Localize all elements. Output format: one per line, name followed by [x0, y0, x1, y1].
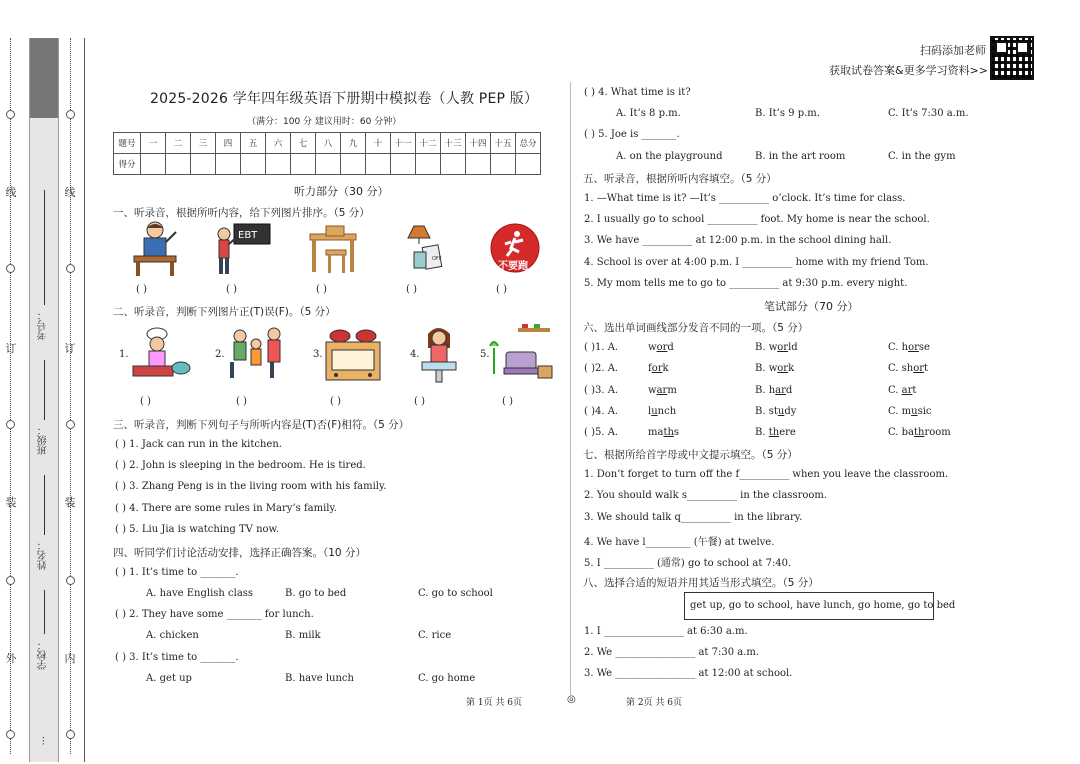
sec6-option-a[interactable]: lunch — [648, 406, 677, 417]
sec1-answer-bracket[interactable]: ( ) — [496, 284, 507, 295]
sec6-question-label: ( )4. A. — [584, 406, 619, 417]
class-field-line — [44, 360, 45, 420]
scan-qr-text: 扫码添加老师 — [920, 44, 986, 57]
sec3-item: ( ) 2. John is sleeping in the bedroom. He is tired. — [115, 460, 366, 471]
sec4-option[interactable]: C. in the gym — [888, 151, 956, 162]
sec4-option[interactable]: B. It’s 9 p.m. — [755, 108, 820, 119]
sec8-item: 2. We ________________ at 7:30 a.m. — [584, 647, 760, 658]
binding-dots: ... — [36, 736, 47, 746]
sec5-item: 3. We have __________ at 12:00 p.m. in the school dining hall. — [584, 235, 892, 246]
sec8-item: 1. I ________________ at 6:30 a.m. — [584, 626, 748, 637]
svg-text:EBT: EBT — [238, 230, 258, 241]
sec4-option[interactable]: B. in the art room — [755, 151, 846, 162]
name-field-label: 姓名： — [38, 540, 49, 570]
score-table-score-row: 得分 — [114, 154, 541, 175]
sec5-item: 2. I usually go to school __________ foot. My home is near the school. — [584, 214, 930, 225]
binding-circle — [6, 576, 15, 585]
binding-circle — [66, 420, 75, 429]
binding-mark-ding: 订 — [64, 342, 76, 355]
sec6-option-b[interactable]: B. work — [755, 363, 795, 374]
sec1-answer-bracket[interactable]: ( ) — [316, 284, 327, 295]
listening-section-title: 听力部分（30 分） — [294, 185, 389, 198]
footer-mark: ◎ — [567, 694, 576, 705]
sec4-question: ( ) 3. It’s time to _______. — [115, 652, 239, 663]
living-room-picture — [488, 324, 554, 384]
binding-circle — [66, 576, 75, 585]
girl-cooking-picture — [131, 326, 193, 382]
phrase-box-text: get up, go to school, have lunch, go home, go to bed — [690, 600, 956, 611]
sec4-option[interactable]: C. go to school — [418, 588, 493, 599]
sec4-question: ( ) 5. Joe is _______. — [584, 129, 680, 140]
sec7-item: 5. I __________ (通常) go to school at 7:40. — [584, 558, 792, 569]
exam-number-field-label: 考号： — [38, 310, 49, 340]
phrase-box — [684, 592, 956, 620]
sec4-option[interactable]: B. milk — [285, 630, 321, 641]
sec4-question: ( ) 4. What time is it? — [584, 87, 691, 98]
svg-text:OFF: OFF — [432, 256, 442, 262]
page-number-right: 第 2页 共 6页 — [626, 698, 683, 708]
light-switch-picture — [404, 224, 450, 278]
column-divider — [570, 82, 571, 700]
desk-and-chair-picture — [306, 224, 360, 278]
school-field-label: 学校： — [38, 640, 49, 670]
sec6-option-c[interactable]: C. bathroom — [888, 427, 951, 438]
binding-dotted-line-outer — [10, 38, 11, 754]
section-1-title: 一、听录音，根据所听内容，给下列图片排序。（5 分） — [113, 207, 370, 219]
sec5-item: 4. School is over at 4:00 p.m. I __________ home with my friend Tom. — [584, 257, 929, 268]
section-4-title: 四、听同学们讨论活动安排，选择正确答案。（10 分） — [113, 547, 366, 559]
sec6-option-a[interactable]: word — [648, 342, 674, 353]
binding-circle — [6, 110, 15, 119]
sec7-item: 2. You should walk s__________ in the classroom. — [584, 490, 828, 501]
page-title: 2025-2026 学年四年级英语下册期中模拟卷（人教 PEP 版） — [150, 91, 539, 107]
girl-washing-hands-picture — [420, 324, 460, 384]
sec4-option[interactable]: C. go home — [418, 673, 476, 684]
sec2-number: 2. — [215, 349, 225, 360]
sec4-option[interactable]: A. It’s 8 p.m. — [616, 108, 681, 119]
sec8-item: 3. We ________________ at 12:00 at school. — [584, 668, 793, 679]
qr-code-icon[interactable] — [990, 36, 1034, 80]
sec6-option-b[interactable]: B. study — [755, 406, 797, 417]
sec2-number: 4. — [410, 349, 420, 360]
sec5-item: 5. My mom tells me to go to __________ at 9:30 p.m. every night. — [584, 278, 908, 289]
binding-mark-xian: 线 — [5, 186, 17, 199]
sec2-number: 1. — [119, 349, 129, 360]
score-table-header-row: 题号 一 二 三 四 五 六 七 八 九 十 十一 十二 十三 十四 十五 总分 — [114, 133, 541, 154]
score-table — [113, 132, 541, 175]
sec6-option-b[interactable]: B. there — [755, 427, 796, 438]
binding-circle — [66, 730, 75, 739]
sec4-option[interactable]: B. go to bed — [285, 588, 347, 599]
sec2-number: 3. — [313, 349, 323, 360]
sec2-number: 5. — [480, 349, 490, 360]
sec4-option[interactable]: C. It’s 7:30 a.m. — [888, 108, 969, 119]
sec4-option[interactable]: C. rice — [418, 630, 452, 641]
binding-mark-zhuang: 装 — [5, 496, 17, 509]
sec2-answer-bracket[interactable]: ( ) — [414, 396, 425, 407]
sec7-item: 4. We have l_________ (午餐) at twelve. — [584, 537, 775, 548]
name-field-line — [44, 475, 45, 535]
family-playing-picture — [226, 326, 288, 382]
sec7-item: 1. Don’t forget to turn off the f__________ when you leave the classroom. — [584, 469, 949, 480]
sec4-option[interactable]: A. on the playground — [616, 151, 723, 162]
sec4-option[interactable]: A. have English class — [146, 588, 254, 599]
school-field-line — [44, 590, 45, 634]
sec6-question-label: ( )1. A. — [584, 342, 619, 353]
sec2-answer-bracket[interactable]: ( ) — [502, 396, 513, 407]
sec4-question: ( ) 1. It’s time to _______. — [115, 567, 239, 578]
sec6-option-b[interactable]: B. world — [755, 342, 798, 353]
boy-writing-on-board-picture — [210, 220, 272, 278]
sec6-option-a[interactable]: fork — [648, 363, 669, 374]
sec7-item: 3. We should talk q__________ in the library. — [584, 512, 803, 523]
section-8-title: 八、选择合适的短语并用其适当形式填空。（5 分） — [583, 577, 819, 589]
sec4-option[interactable]: A. get up — [146, 673, 192, 684]
sec1-answer-bracket[interactable]: ( ) — [226, 284, 237, 295]
sec4-option[interactable]: A. chicken — [146, 630, 199, 641]
class-field-label: 班级： — [38, 425, 49, 455]
binding-mark-nei: 内 — [64, 652, 76, 665]
section-5-title: 五、听录音，根据所听内容填空。（5 分） — [583, 173, 777, 185]
binding-circle — [6, 264, 15, 273]
section-6-title: 六、选出单词画线部分发音不同的一项。（5 分） — [583, 322, 809, 334]
section-2-title: 二、听录音，判断下列图片正(T)误(F)。（5 分） — [113, 306, 336, 318]
binding-circle — [66, 264, 75, 273]
section-7-title: 七、根据所给首字母或中文提示填空。（5 分） — [583, 449, 798, 461]
sec6-question-label: ( )3. A. — [584, 385, 619, 396]
sec4-option[interactable]: B. have lunch — [285, 673, 354, 684]
sec3-item: ( ) 5. Liu Jia is watching TV now. — [115, 524, 280, 535]
sec6-option-c[interactable]: C. horse — [888, 342, 930, 353]
binding-mark-ding: 订 — [5, 342, 17, 355]
sec1-answer-bracket[interactable]: ( ) — [136, 284, 147, 295]
sec3-item: ( ) 1. Jack can run in the kitchen. — [115, 439, 282, 450]
no-running-sign-text: 不要跑 — [498, 261, 528, 272]
exam-number-field-line — [44, 190, 45, 305]
sec6-question-label: ( )5. A. — [584, 427, 619, 438]
binding-border — [84, 38, 85, 762]
exam-subtitle: （满分：100 分 建议用时：60 分钟） — [247, 117, 402, 127]
sec2-answer-bracket[interactable]: ( ) — [330, 396, 341, 407]
binding-mark-xian: 线 — [64, 186, 76, 199]
sec6-option-c[interactable]: C. music — [888, 406, 932, 417]
sec4-question: ( ) 2. They have some _______ for lunch. — [115, 609, 314, 620]
section-3-title: 三、听录音，判断下列句子与所听内容是(T)否(F)相符。（5 分） — [113, 419, 410, 431]
teacher-at-desk-picture — [130, 220, 180, 278]
page-number-left: 第 1页 共 6页 — [466, 698, 523, 708]
sec6-option-c[interactable]: C. short — [888, 363, 929, 374]
binding-mark-wai: 外 — [5, 652, 17, 665]
binding-mark-zhuang: 装 — [64, 496, 76, 509]
written-section-title: 笔试部分（70 分） — [764, 300, 859, 313]
sec6-option-c[interactable]: C. art — [888, 385, 917, 396]
sec3-item: ( ) 4. There are some rules in Mary’s family. — [115, 503, 337, 514]
sec2-answer-bracket[interactable]: ( ) — [140, 396, 151, 407]
sec6-option-b[interactable]: B. hard — [755, 385, 793, 396]
sec6-option-a[interactable]: maths — [648, 427, 680, 438]
sec3-item: ( ) 3. Zhang Peng is in the living room with his family. — [115, 481, 387, 492]
sec2-answer-bracket[interactable]: ( ) — [236, 396, 247, 407]
binding-circle — [6, 730, 15, 739]
sec5-item: 1. —What time is it? —It’s __________ o’clock. It’s time for class. — [584, 193, 906, 204]
sec6-question-label: ( )2. A. — [584, 363, 619, 374]
binding-circle — [66, 110, 75, 119]
binding-circle — [6, 420, 15, 429]
sec1-answer-bracket[interactable]: ( ) — [406, 284, 417, 295]
get-answers-text: 获取试卷答案&更多学习资料>> — [829, 64, 989, 77]
sec6-option-a[interactable]: warm — [648, 385, 677, 396]
kitchen-stove-picture — [324, 328, 382, 382]
binding-dotted-line-inner — [70, 38, 71, 754]
